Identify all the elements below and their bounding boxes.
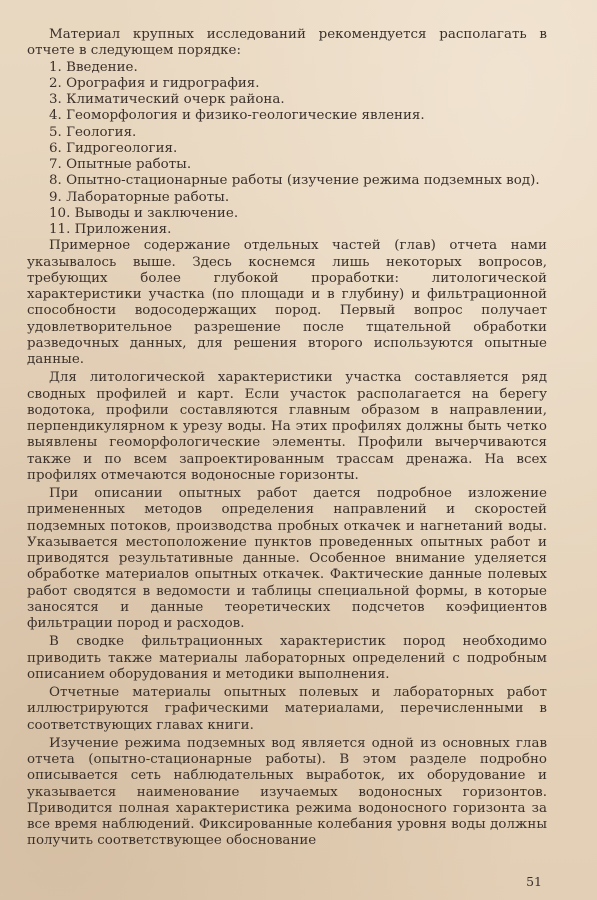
list-item: 5. Геология. (49, 124, 137, 140)
paragraph: Примерное содержание отдельных частей (глав) отчета нами указывалось выше. Здесь коснемся лишь некоторых вопросов, требующих более глубокой проработки: литологической характеристики участка (по площади и в глубину) и фильтрационной способности водосодержащих пород. Первый вопрос получает удовлетворительное разрешение после тщательной обработки разведочных данных, для решения второго используются опытные данные. (27, 238, 547, 367)
list-item: 8. Опытно-стационарные работы (изучение режима подземных вод). (49, 173, 540, 189)
list-item: 2. Орография и гидрография. (49, 75, 260, 91)
list-item: 11. Приложения. (49, 222, 172, 237)
list-item: 6. Гидрогеология. (49, 140, 178, 156)
page-number: 51 (526, 874, 542, 889)
chapter-list (27, 60, 547, 239)
paragraph: В сводке фильтрационных характеристик пород необходимо приводить также материалы лабораторных определений с подробным описанием оборудования и методики выполнения. (27, 634, 547, 682)
intro-paragraph: Материал крупных исследований рекомендуется располагать в отчете в следующем порядке: (27, 27, 547, 59)
list-item: 7. Опытные работы. (49, 157, 192, 172)
list-item: 1. Введение. (49, 59, 138, 75)
list-item: 4. Геоморфология и физико-геологические явления. (49, 108, 425, 124)
paragraph: При описании опытных работ дается подробное изложение примененных методов определения направлений и скоростей подземных потоков, производства пробных откачек и нагнетаний воды. Указывается местоположение пунктов проведенных опытных работ и приводятся результативные данные. Особенное внимание уделяется обработке материалов опытных откачек. Фактические данные полевых работ сводятся в ведомости и таблицы специальной формы, в которые заносятся и данные теоретических подсчетов коэфициентов фильтрации пород и расходов. (27, 486, 547, 631)
list-item: 10. Выводы и заключение. (49, 205, 239, 221)
list-item: 9. Лабораторные работы. (49, 189, 230, 205)
paragraph: Отчетные материалы опытных полевых и лабораторных работ иллюстрируются графическими материалами, перечисленными в соответствующих главах книги. (27, 685, 547, 733)
text-body (27, 27, 547, 850)
paragraph: Для литологической характеристики участка составляется ряд сводных профилей и карт. Если участок располагается на берегу водотока, профили составляются главным образом в направлении, перпендикулярном к урезу воды. На этих профилях должны быть четко выявлены геоморфологические элементы. Профили вычерчиваются также и по всем запроектированным трассам дренажа. На всех профилях отмечаются водоносные горизонты. (27, 370, 547, 483)
list-item: 3. Климатический очерк района. (49, 92, 285, 107)
paragraph: Изучение режима подземных вод является одной из основных глав отчета (опытно-стационарные работы). В этом разделе подробно описывается сеть наблюдательных выработок, их оборудование и указывается наименование изучаемых водоносных горизонтов. Приводится полная характеристика режима водоносного горизонта за все время наблюдений. Фиксированные колебания уровня воды должны получить соответствующее обоснование (27, 735, 547, 849)
